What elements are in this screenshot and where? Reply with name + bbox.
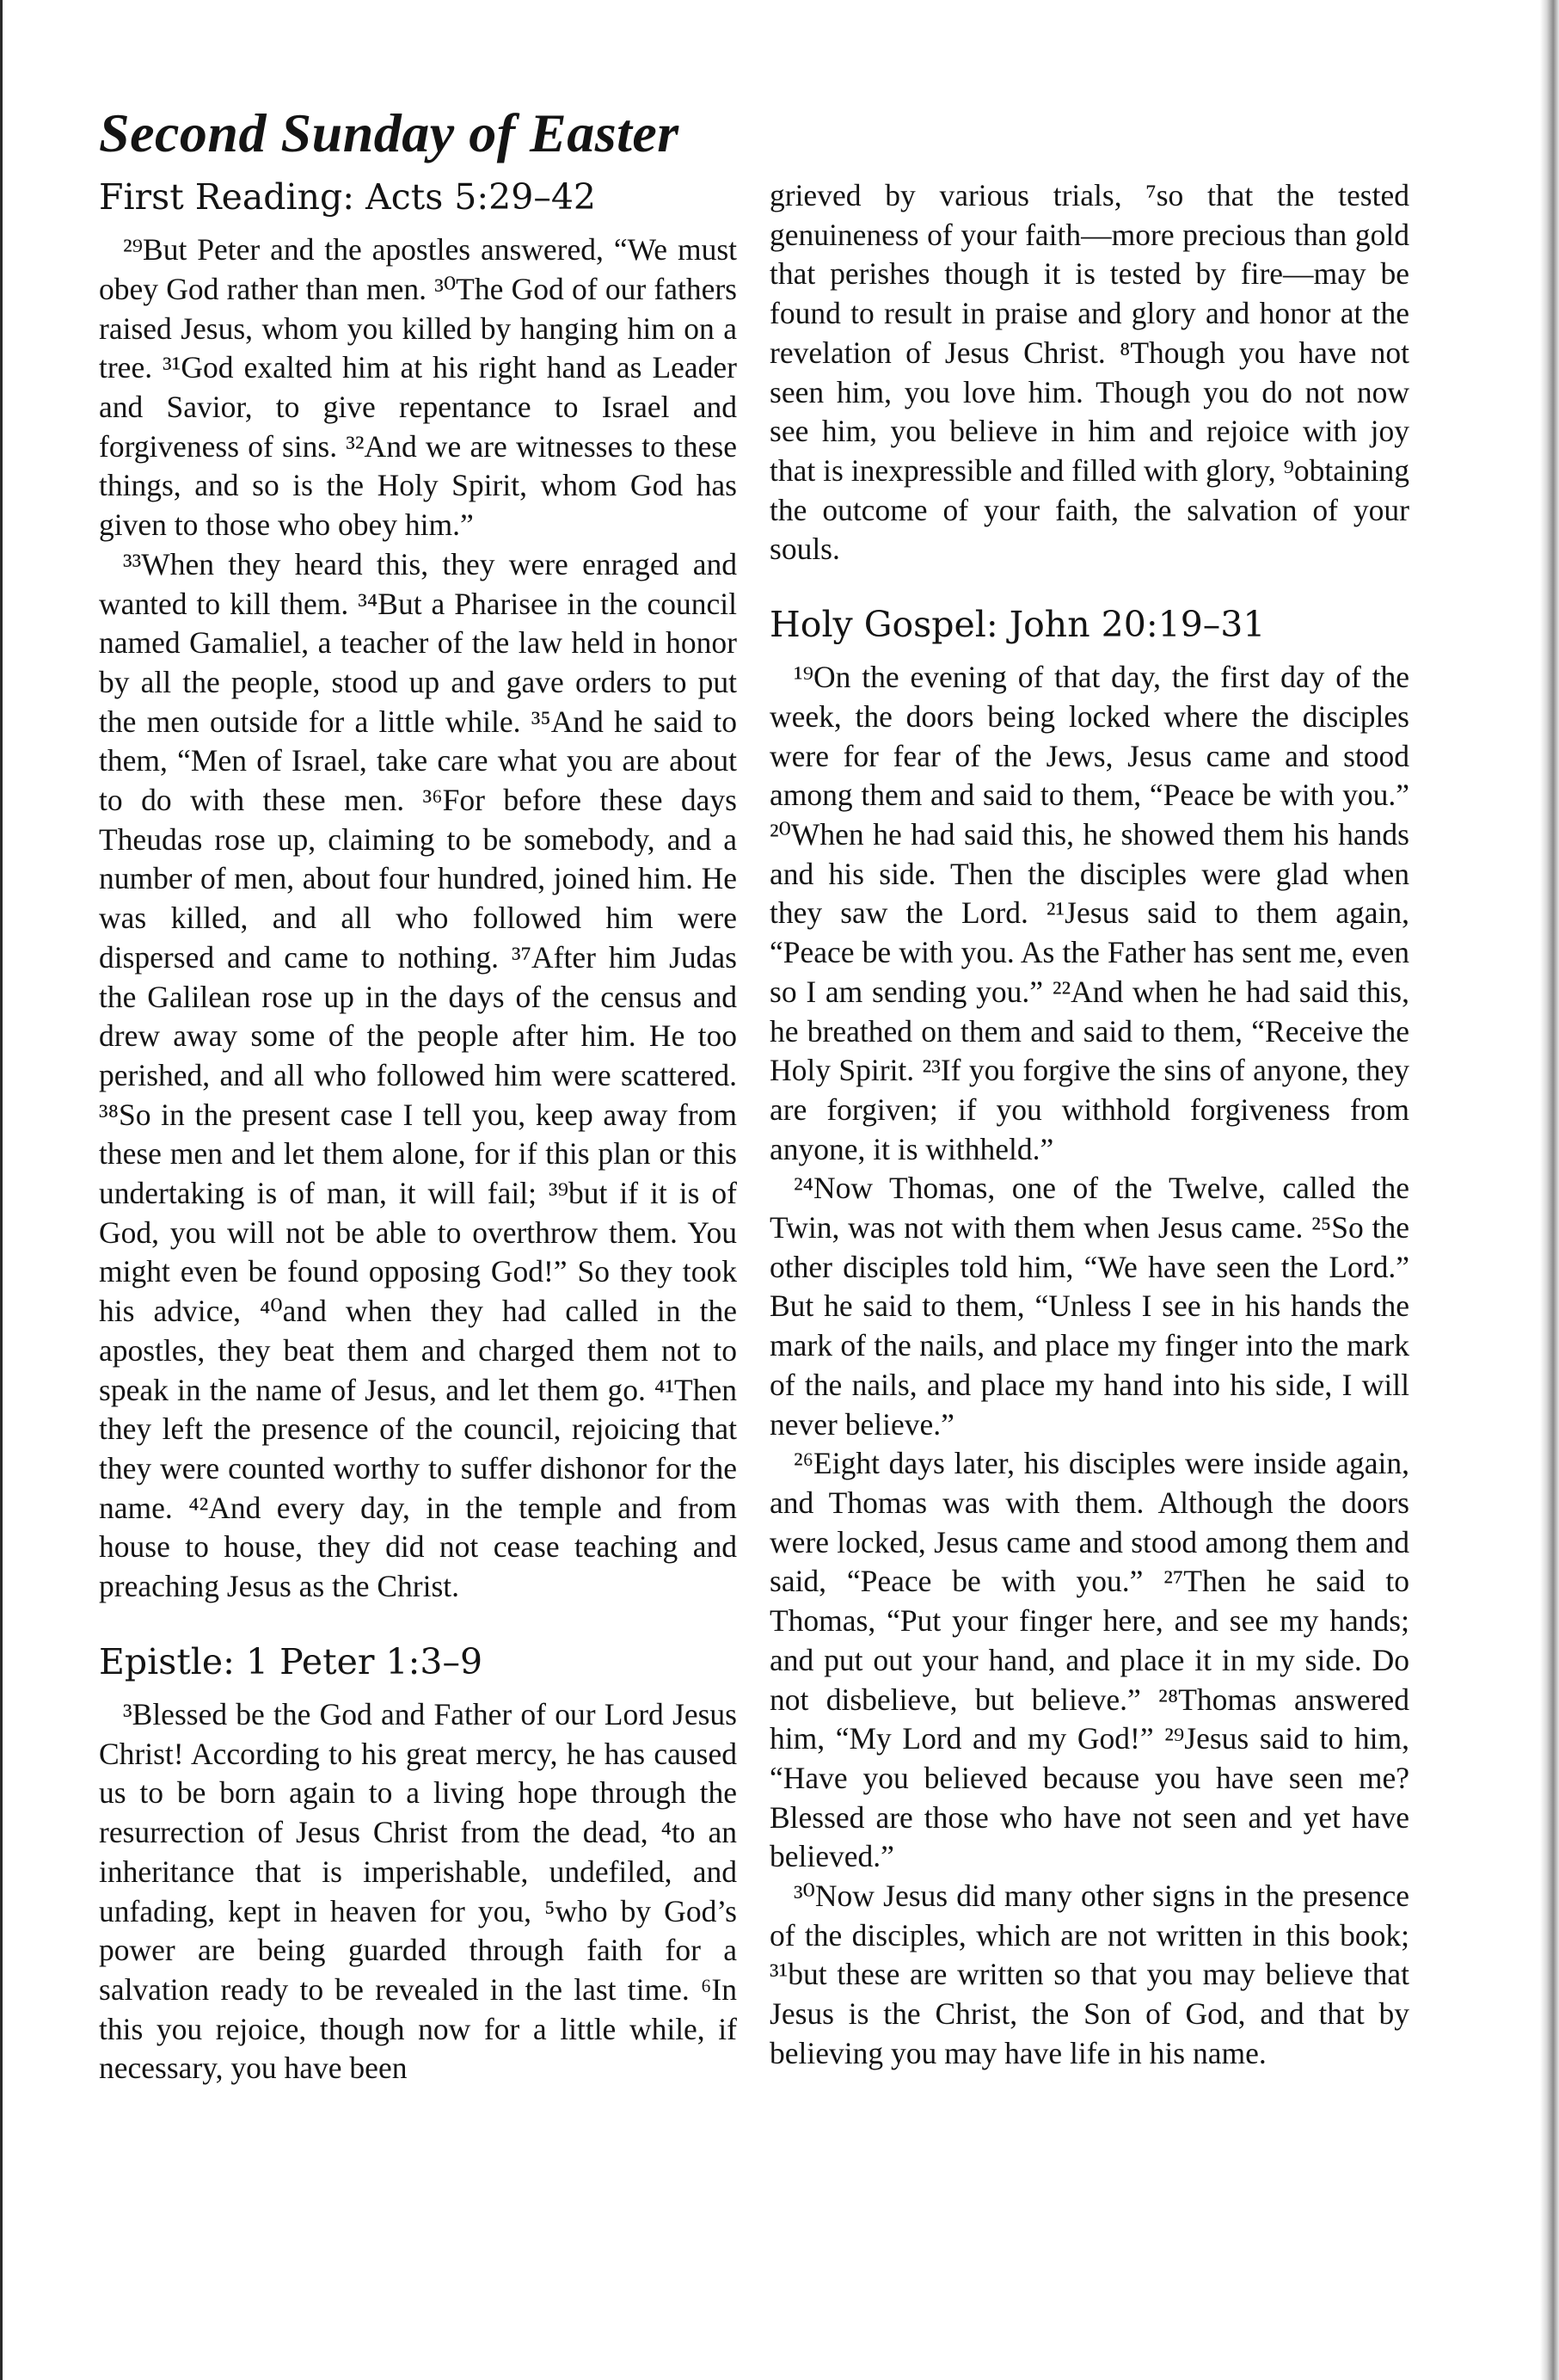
- gospel-heading: Holy Gospel: John 20:19–31: [770, 604, 1266, 646]
- right-column: [770, 176, 1409, 2074]
- section-spacer: [770, 569, 1409, 604]
- epistle-continuation: grieved by various trials, ⁷so that the tested genuineness of your faith—more precious than gold that perishes though it is tested by fire—may be found to result in praise and glory and honor at the revelation of Jesus Christ. ⁸Though you have not seen him, you love him. Though you do not now see him, you believe in him and rejoice with joy that is inexpressible and filled with glory, ⁹obtaining the outcome of your faith, the salvation of your souls.: [770, 178, 1409, 567]
- gospel-paragraph: ¹⁹On the evening of that day, the first day of the week, the doors being locked where the disciples were for fear of the Jews, Jesus came and stood among them and said to them, “Peace be with you.” ²⁰When he had said this, he showed them his hands and his side. Then the disciples were glad when they saw the Lord. ²¹Jesus said to them again, “Peace be with you. As the Father has sent me, even so I am sending you.” ²²And when he had said this, he breathed on them and said to them, “Receive the Holy Spirit. ²³If you forgive the sins of anyone, they are forgiven; if you withhold forgiveness from anyone, it is withheld.”: [770, 660, 1409, 1166]
- gospel-paragraph: ²⁶Eight days later, his disciples were inside again, and Thomas was with them. Although the doors were locked, Jesus came and stood among them and said, “Peace be with you.” ²⁷Then he said to Thomas, “Put your finger here, and see my hands; and put out your hand, and place it in my side. Do not disbelieve, but believe.” ²⁸Thomas answered him, “My Lord and my God!” ²⁹Jesus said to him, “Have you believed because you have seen me? Blessed are those who have not seen and yet have believed.”: [770, 1446, 1409, 1874]
- page-title: Second Sunday of Easter: [99, 102, 679, 163]
- epistle-heading: Epistle: 1 Peter 1:3–9: [99, 1640, 483, 1682]
- epistle-paragraph: ³Blessed be the God and Father of our Lord Jesus Christ! According to his great mercy, he has caused us to be born again to a living hope through the resurrection of Jesus Christ from the dead, ⁴to an inheritance that is imperishable, undefiled, and unfading, kept in heaven for you, ⁵who by God’s power are being guarded through faith for a salvation ready to be revealed in the last time. ⁶In this you rejoice, though now for a little while, if necessary, you have been: [99, 1696, 737, 2086]
- scan-right-edge: [1540, 0, 1559, 2380]
- gospel-paragraph: ²⁴Now Thomas, one of the Twelve, called the Twin, was not with them when Jesus came. ²⁵So the other disciples told him, “We have seen the Lord.” But he said to them, “Unless I see in his hands the mark of the nails, and place my finger into the mark of the nails, and place my hand into his side, I will never believe.”: [770, 1171, 1409, 1442]
- scan-left-edge: [0, 0, 3, 2380]
- left-column: [99, 176, 737, 2088]
- section-spacer: [99, 1607, 737, 1641]
- first-reading-paragraph: ²⁹But Peter and the apostles answered, “We must obey God rather than men. ³⁰The God of our fathers raised Jesus, whom you killed by hanging him on a tree. ³¹God exalted him at his right hand as Leader and Savior, to give repentance to Israel and forgiveness of sins. ³²And we are witnesses to these things, and so is the Holy Spirit, whom God has given to those who obey him.”: [99, 232, 737, 543]
- gospel-paragraph: ³⁰Now Jesus did many other signs in the presence of the disciples, which are not written in this book; ³¹but these are written so that you may believe that Jesus is the Christ, the Son of God, and that by believing you may have life in his name.: [770, 1879, 1409, 2070]
- first-reading-paragraph: ³³When they heard this, they were enraged and wanted to kill them. ³⁴But a Pharisee in the council named Gamaliel, a teacher of the law held in honor by all the people, stood up and gave orders to put the men outside for a little while. ³⁵And he said to them, “Men of Israel, take care what you are about to do with these men. ³⁶For before these days Theudas rose up, claiming to be somebody, and a number of men, about four hundred, joined him. He was killed, and all who followed him were dispersed and came to nothing. ³⁷After him Judas the Galilean rose up in the days of the census and drew away some of the people after him. He too perished, and all who followed him were scattered. ³⁸So in the present case I tell you, keep away from these men and let them alone, for if this plan or this undertaking is of man, it will fail; ³⁹but if it is of God, you will not be able to overthrow them. You might even be found opposing God!” So they took his advice, ⁴⁰and when they had called in the apostles, they beat them and charged them not to speak in the name of Jesus, and let them go. ⁴¹Then they left the presence of the council, rejoicing that they were counted worthy to suffer dishonor for the name. ⁴²And every day, in the temple and from house to house, they did not cease teaching and preaching Jesus as the Christ.: [99, 546, 737, 1604]
- first-reading-heading: First Reading: Acts 5:29–42: [99, 176, 597, 218]
